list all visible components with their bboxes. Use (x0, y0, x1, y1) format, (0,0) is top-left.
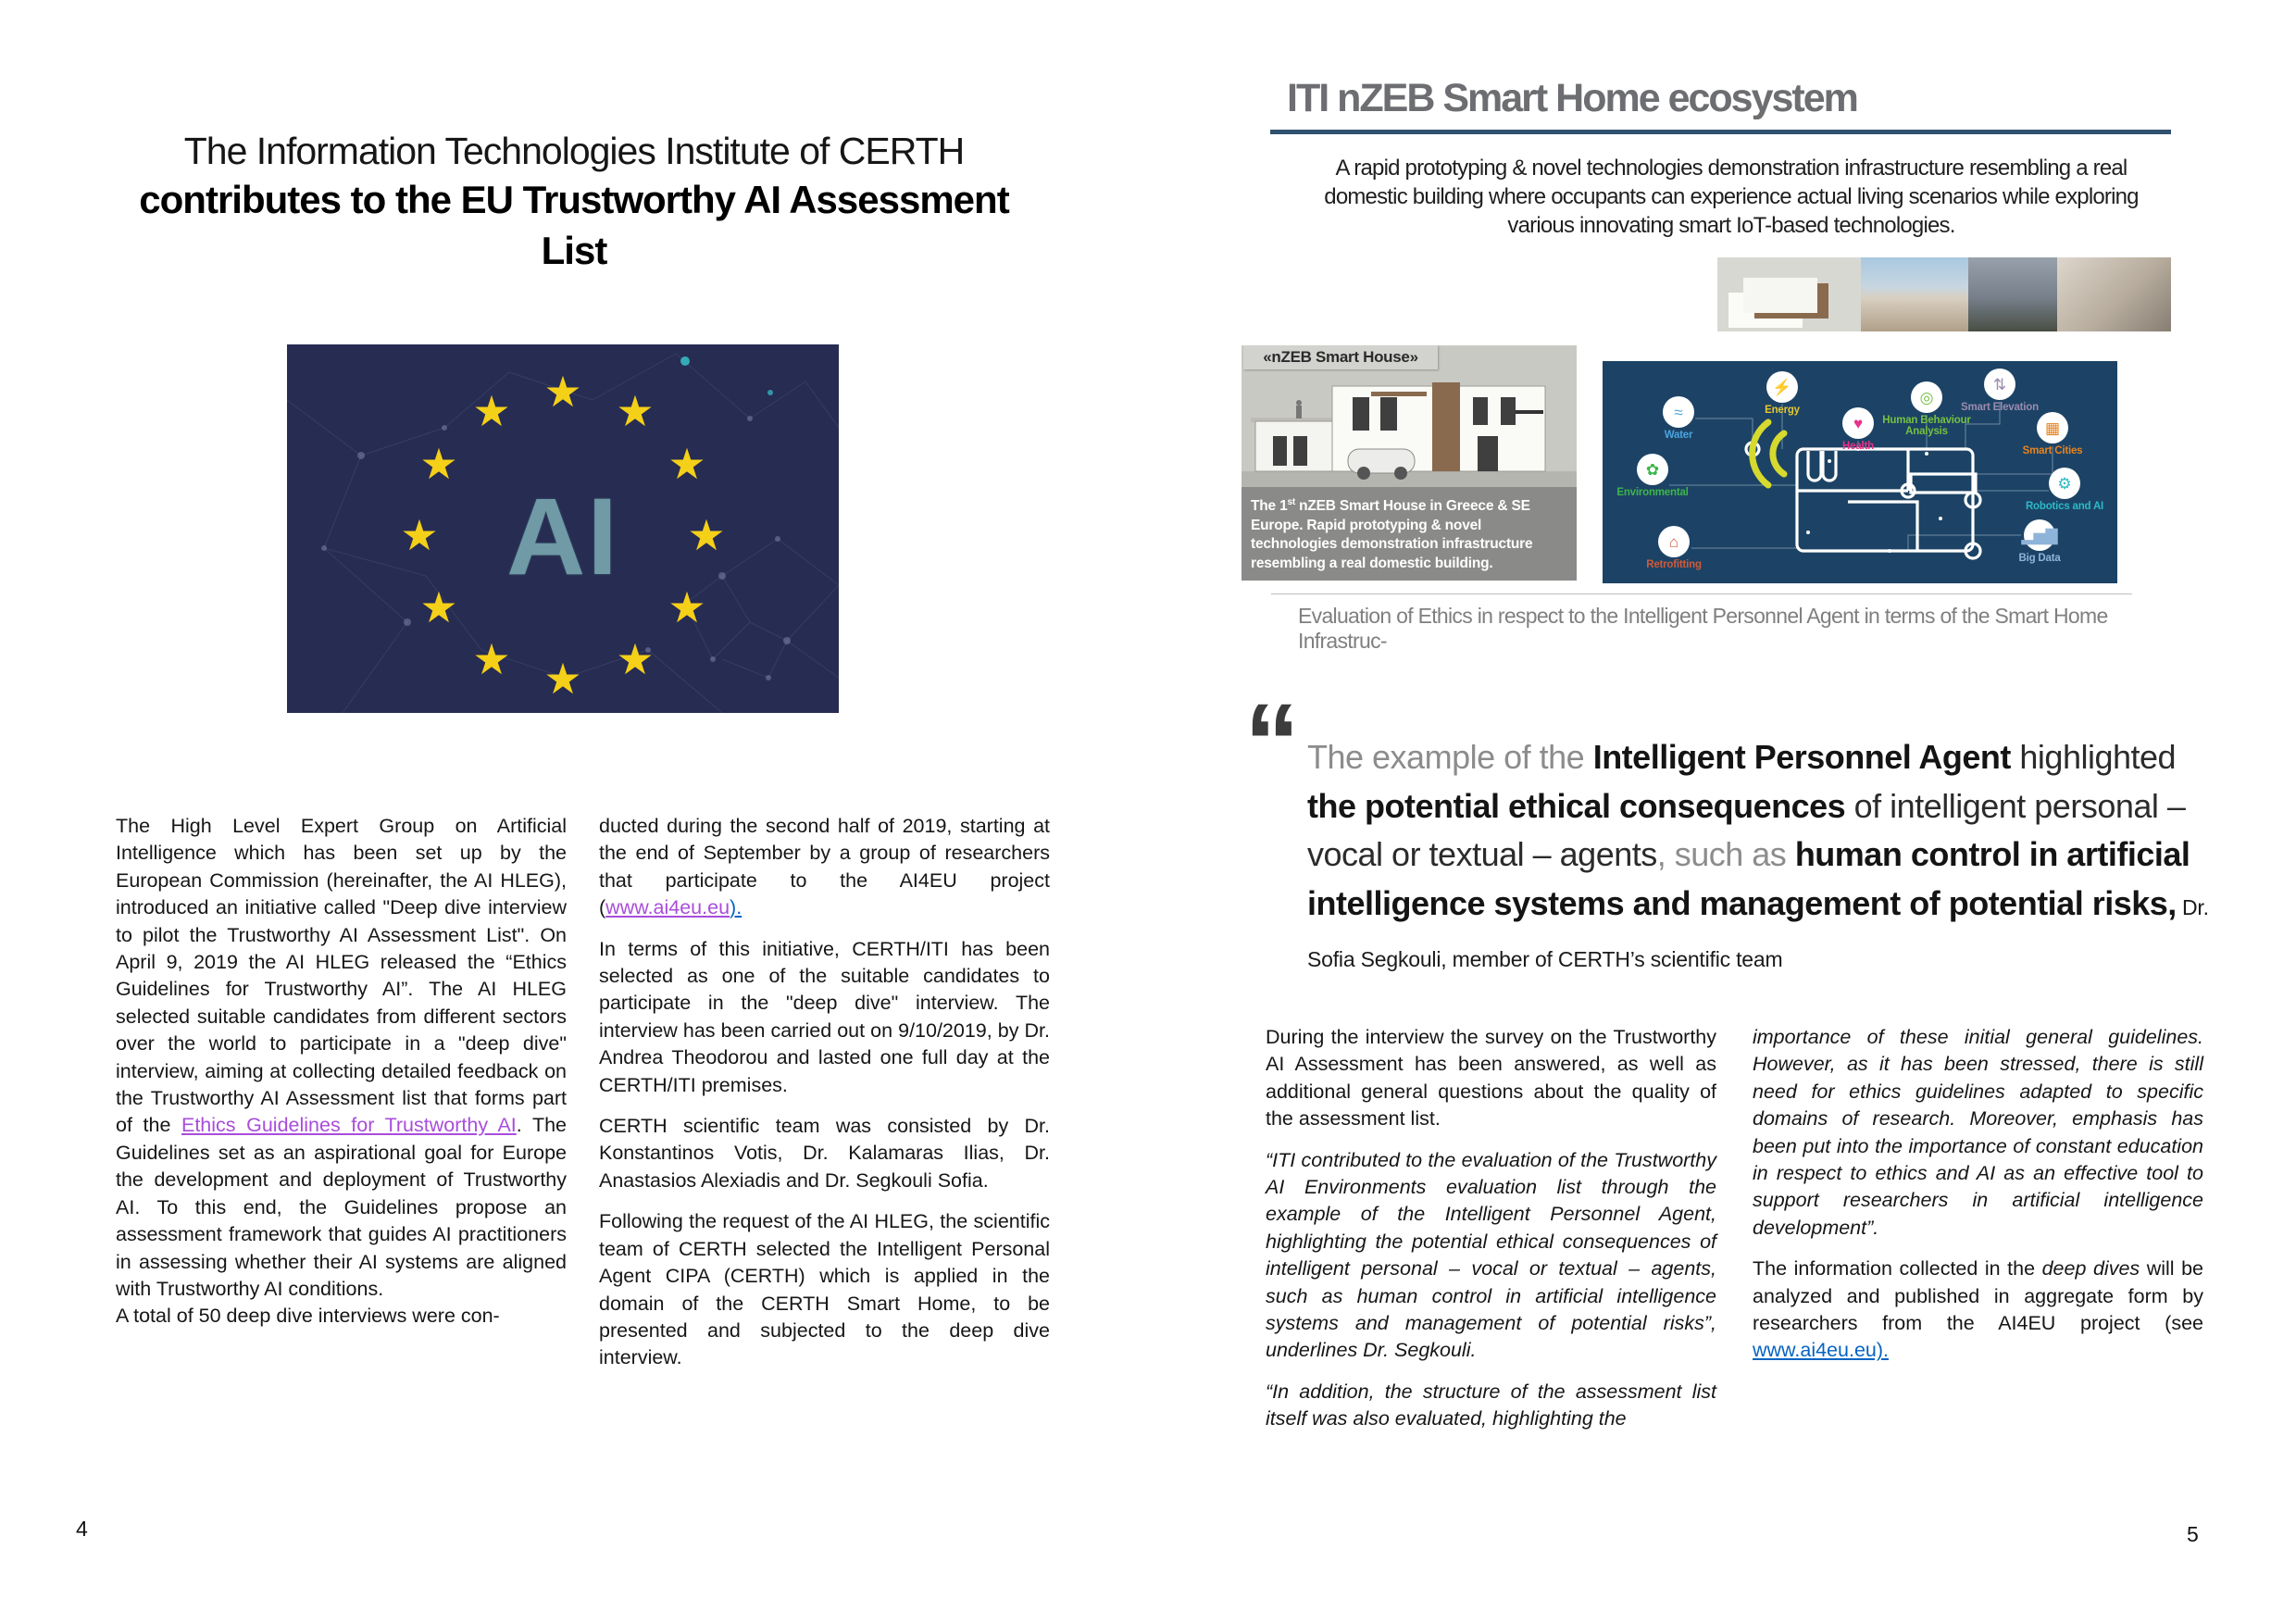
eu-star-icon: ★ (543, 368, 582, 416)
photo-house-3d-render (1717, 257, 1861, 331)
smart-elevation-icon (1984, 369, 2015, 400)
nzeb-smart-house-figure (1242, 345, 1577, 581)
house-figure-caption (1242, 487, 1577, 581)
article-title-line1: The Information Technologies Institute of CERTH (183, 130, 965, 172)
eu-star-icon: ★ (543, 655, 582, 703)
diagram-item-human-behaviour-analysis: ◎ Human Behaviour Analysis (1871, 381, 1982, 437)
diagram-item-energy: ⚡ Energy (1727, 371, 1838, 416)
retrofitting-icon (1658, 526, 1690, 557)
figure-caption-rule (1271, 593, 2132, 594)
eu-star-icon: ★ (687, 511, 726, 559)
ai-letters: AI (506, 476, 619, 598)
photo-strip (1717, 257, 2171, 331)
human-behaviour-glyph: ◎ (1919, 388, 1934, 406)
figure-caption: Evaluation of Ethics in respect to the Intelligent Personnel Agent in terms of the Smart Home Infrastruc- (1298, 604, 2108, 653)
article-title (56, 128, 1092, 276)
robotics-ai-icon (2049, 468, 2080, 499)
paragraph (599, 813, 1050, 922)
quote-segment: Intelligent Personnel Agent (1592, 738, 2011, 776)
left-page-column-1 (116, 813, 567, 1330)
photo-house-dusk (1968, 257, 2057, 331)
ethics-guidelines-link[interactable]: Ethics Guidelines for Trustworthy AI (181, 1114, 517, 1137)
eu-ai-flag-image (287, 344, 839, 713)
big-data-glyph: ▂▅▇ (2021, 526, 2058, 544)
paragraph-text: ducted during the second half of 2019, starting at the end of September by a group of researchers that participate to the AI4EU project ( (599, 815, 1050, 919)
paragraph (1753, 1255, 2203, 1365)
ai4eu-link[interactable]: www.ai4eu.eu (605, 896, 730, 919)
paragraph: A total of 50 deep dive interviews were con- (116, 1305, 500, 1328)
section-heading: ITI nZEB Smart Home ecosystem (1287, 76, 1857, 120)
paragraph-text: will be analyzed and published in aggregate form by researchers from the AI4EU project (see (1753, 1257, 2204, 1335)
diagram-item-retrofitting: ⌂ Retrofitting (1618, 526, 1729, 570)
eu-star-icon: ★ (668, 583, 706, 631)
eu-star-icon: ★ (668, 440, 706, 488)
paragraph-italic-quote: “ITI contributed to the evaluation of the Trustworthy AI Environments evaluation list through the example of the Intelligent Personnel Agent, highlighting the potential ethical consequences of intelligent personal – vocal or textual – agents, such as human control in artificial intelligence systems and management of potential risks”, underlines Dr. Segkouli. (1266, 1148, 1716, 1362)
diagram-item-water: ≈ Water (1623, 396, 1734, 441)
quote-attribution: Dr. Sofia Segkouli, member of CERTH’s scientific team (1307, 894, 2209, 971)
paragraph-text: . The Guidelines set as an aspirational goal for Europe the development and deployment of Trustworthy AI. To this end, the Guidelines propose an assessment framework that guides AI practitioners in assessing whether their AI systems are aligned with Trustworthy AI conditions. (116, 1114, 567, 1300)
robotics-ai-glyph: ⚙ (2057, 474, 2072, 493)
smart-elevation-glyph: ⇅ (1992, 375, 2007, 394)
eu-star-icon: ★ (400, 511, 439, 559)
right-page-column-2 (1753, 1024, 2203, 1379)
article-title-line2: contributes to the EU Trustworthy AI Assessment (139, 178, 1009, 221)
eu-star-icon: ★ (616, 387, 655, 435)
left-page-column-2 (599, 813, 1050, 1386)
quotation-mark-icon: “ (1244, 681, 1300, 805)
quote-segment: highlighted (2010, 738, 2177, 776)
water-glyph: ≈ (1674, 403, 1683, 421)
caption-text: The 1 (1251, 498, 1288, 515)
smart-cities-icon (2037, 412, 2068, 443)
energy-glyph: ⚡ (1772, 378, 1792, 396)
eu-star-icon: ★ (472, 387, 511, 435)
diagram-item-smart-cities: ▦ Smart Cities (1997, 412, 2108, 456)
paragraph: In terms of this initiative, CERTH/ITI has been selected as one of the suitable candidates to participate in the "deep dive" interview. The interview has been carried out on 9/10/2019, by Dr. Andrea Theodorou and lasted one full day at the CERTH/ITI premises. (599, 937, 1050, 1096)
paragraph-text: The information collected in the (1753, 1257, 2042, 1280)
retrofitting-glyph: ⌂ (1668, 532, 1679, 551)
quote-segment: , such as (1656, 835, 1795, 873)
quote-segment: the potential ethical consequences (1307, 786, 1846, 825)
energy-icon (1766, 371, 1798, 403)
paragraph: CERTH scientific team was consisted by Dr. Konstantinos Votis, Dr. Kalamaras Ilias, Dr. Anastasios Alexiadis and Dr. Segkouli Sofia. (599, 1115, 1050, 1192)
water-icon (1663, 396, 1694, 428)
quote-segment: of intelligent personal – vocal or textual – agents (1307, 786, 2186, 873)
eu-star-icon: ★ (419, 583, 458, 631)
environmental-glyph: ✿ (1645, 460, 1660, 479)
smart-cities-glyph: ▦ (2044, 418, 2061, 437)
diagram-item-smart-elevation: ⇅ Smart Elevation (1944, 369, 2055, 413)
eu-star-icon: ★ (419, 440, 458, 488)
paragraph: During the interview the survey on the Trustworthy AI Assessment has been answered, as well as additional general questions about the quality of the assessment list. (1266, 1026, 1716, 1131)
environmental-icon (1637, 454, 1668, 485)
human-behaviour-analysis-icon (1911, 381, 1942, 413)
paragraph-italic-quote: importance of these initial general guidelines. However, as it has been stressed, there is still need for ethics guidelines adapted to specific domains of research. Moreover, emphasis has been put into the importance of constant education in respect to ethics and AI as an effective tool to support researchers in artificial intelligence development”. (1753, 1026, 2203, 1239)
pull-quote (1307, 733, 2233, 984)
paragraph (116, 813, 567, 1303)
eu-star-icon: ★ (616, 635, 655, 683)
smart-home-ecosystem-diagram (1603, 361, 2117, 583)
deep-dives-emphasis: deep dives (2041, 1257, 2140, 1280)
photo-house-exterior (1861, 257, 1968, 331)
right-page-column-1 (1266, 1024, 1716, 1447)
house-render-illustration (1242, 369, 1577, 487)
caption-superscript: st (1287, 497, 1295, 507)
paragraph-italic-quote: “In addition, the structure of the assessment list itself was also evaluated, highlighting the (1266, 1380, 1716, 1430)
quote-segment: human control in artificial intelligence systems and management of potential risks, (1307, 835, 2190, 922)
diagram-item-big-data: ▂▅▇ Big Data (1984, 519, 2095, 564)
ai4eu-link[interactable]: www.ai4eu.eu). (1753, 1339, 1889, 1362)
diagram-item-robotics-and-ai: ⚙ Robotics and AI (2009, 468, 2117, 512)
diagram-item-health: ♥ Health (1803, 407, 1914, 452)
page-number-right: 5 (2187, 1522, 2199, 1546)
paragraph: Following the request of the AI HLEG, the scientific team of CERTH selected the Intelligent Personal Agent CIPA (CERTH) which is applied in the domain of the CERTH Smart Home, to be presented and subjected to the deep dive interview. (599, 1210, 1050, 1369)
health-glyph: ♥ (1853, 414, 1864, 432)
article-title-line3: List (541, 229, 607, 272)
eu-star-icon: ★ (472, 635, 511, 683)
house-figure-label: «nZEB Smart House» (1243, 345, 1438, 369)
page-number-left: 4 (76, 1517, 88, 1541)
caption-text: nZEB Smart House in Greece & SE Europe. Rapid prototyping & novel technologies demonstration infrastructure resembling a real domestic building. (1251, 498, 1533, 571)
quote-segment: The example of the (1307, 738, 1593, 776)
ai4eu-link-tail[interactable]: ). (730, 896, 742, 919)
paragraph-text: The High Level Expert Group on Artificial Intelligence which has been set up by the European Commission (hereinafter, the AI HLEG), introduced an initiative called "Deep dive interview to pilot the Trustworthy AI Assessment List". On April 9, 2019 the AI HLEG released the “Ethics Guidelines for Trustworthy AI”. The AI HLEG selected suitable candidates from different sectors over the world to participate in a "deep dive" interview, aiming at collecting detailed feedback on the Trustworthy AI Assessment list that forms part of the (116, 815, 567, 1137)
section-description: A rapid prototyping & novel technologies demonstration infrastructure resembling a real domestic building where occupants can experience actual living scenarios while exploring various innovating smart IoT-based technologies. (1324, 156, 2139, 238)
heading-rule (1270, 130, 2171, 134)
health-icon (1842, 407, 1874, 439)
diagram-item-environmental: ✿ Environmental (1603, 454, 1708, 498)
photo-house-interior (2057, 257, 2171, 331)
